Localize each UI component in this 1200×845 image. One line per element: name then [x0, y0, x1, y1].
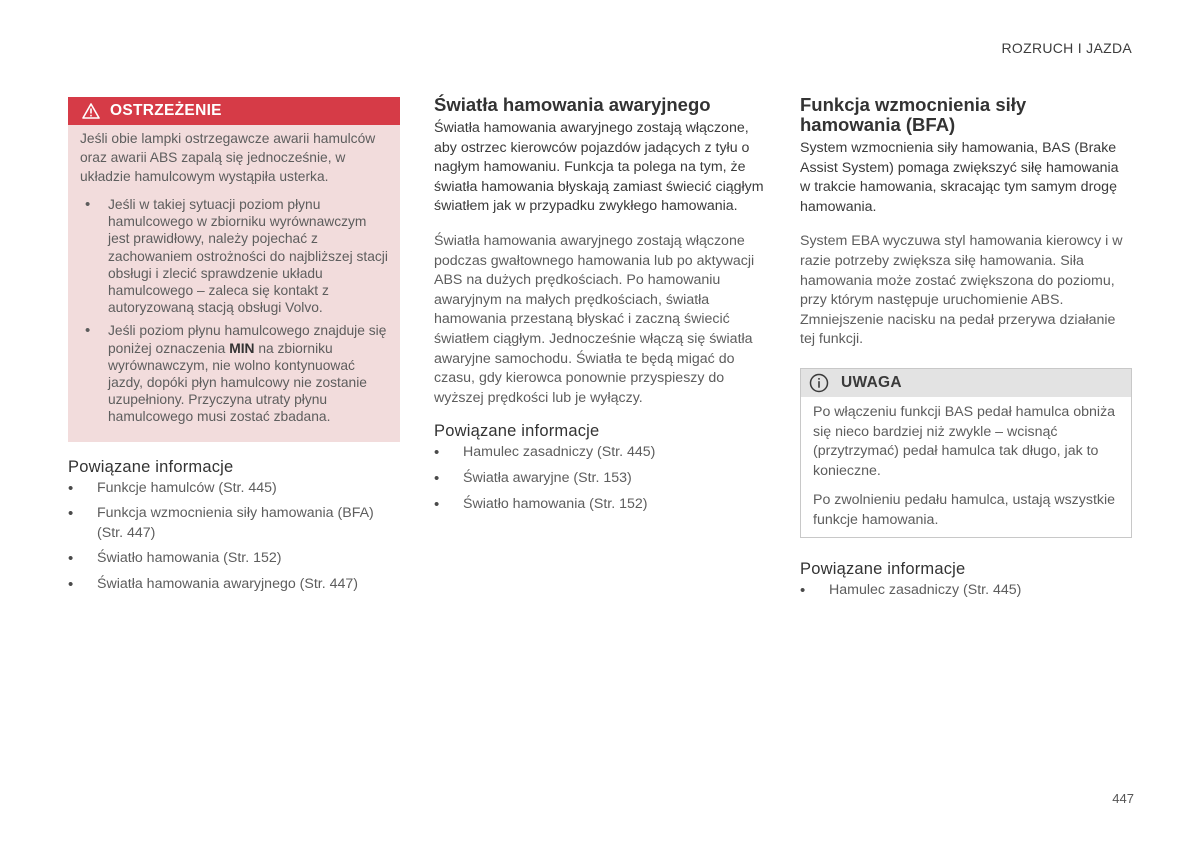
column-middle	[434, 95, 766, 520]
note-title: UWAGA	[841, 373, 902, 391]
related-info-list	[68, 479, 400, 595]
min-mark-label: MIN	[229, 340, 255, 356]
related-info-heading: Powiązane informacje	[68, 457, 234, 476]
warning-bullet: • Jeśli w takiej sytuacji poziom płynu hamulcowego w zbiorniku wyrównawczym jest prawidłowy, należy pojechać z zachowaniem ostrożności do najbliższej stacji obsługi i zlecić sprawdzenie układu hamulcowego – zaleca się kontakt z autoryzowaną stacją obsługi Volvo.	[80, 196, 388, 316]
related-info-list	[434, 443, 766, 514]
column-left	[68, 95, 400, 601]
related-info-link[interactable]: • Światła awaryjne (Str. 153)	[434, 469, 766, 489]
related-info-section	[800, 560, 1132, 601]
related-info-link[interactable]: • Funkcja wzmocnienia siły hamowania (BFA) (Str. 447)	[68, 504, 400, 543]
paragraph: Światła hamowania awaryjnego zostają włączone podczas gwałtownego hamowania lub po aktywacji ABS na dużych prędkościach. Po hamowaniu awaryjnym na małych prędkościach, światła hamowania przestaną błyskać i zaczną świecić światłem ciągłym. Jednocześnie włączą się światła awaryjne samochodu. Światła te będą migać do czasu, gdy kierowca ponownie przyspieszy do wyższej prędkości lub je wyłączy.	[434, 232, 755, 406]
section-heading: Światła hamowania awaryjnego	[434, 94, 711, 115]
warning-list	[80, 196, 388, 426]
warning-header	[68, 97, 400, 125]
paragraph: Światła hamowania awaryjnego zostają włączone, aby ostrzec kierowców pojazdów jadących z tyłu o nagłym hamowaniu. Funkcja ta polega na tym, że światła hamowania błyskają zamiast świecić ciągłym światłem jak w przypadku zwykłego hamowania.	[434, 120, 764, 215]
warning-box	[68, 97, 400, 442]
related-info-list	[800, 581, 1132, 601]
related-info-section	[434, 422, 766, 514]
note-body	[801, 397, 1131, 537]
paragraph: System wzmocnienia siły hamowania, BAS (Brake Assist System) pomaga zwiększyć siłę hamowania w trakcie hamowania, skracając tym samym drogę hamowania.	[800, 140, 1119, 215]
paragraph: System EBA wyczuwa styl hamowania kierowcy i w razie potrzeby zwiększa siłę hamowania. Siła hamowania może zostać zwiększona do poziomu, przy którym następuje uruchomienie ABS. Zmniejszenie nacisku na pedał przerywa działanie tej funkcji.	[800, 233, 1123, 348]
warning-bullet-text: na zbiorniku wyrównawczym, nie wolno kontynuować jazdy, dopóki płyn hamulcowy nie zostanie uzupełniony. Przyczyna utraty płynu hamulcowego musi zostać zbadana.	[108, 340, 367, 425]
related-info-link[interactable]: • Hamulec zasadniczy (Str. 445)	[800, 581, 1132, 601]
page-header-title: ROZRUCH I JAZDA	[1001, 40, 1132, 56]
related-info-link[interactable]: • Hamulec zasadniczy (Str. 445)	[434, 443, 766, 463]
info-circle-icon	[809, 373, 829, 393]
warning-title: OSTRZEŻENIE	[110, 102, 222, 119]
note-paragraph: Po zwolnieniu pedału hamulca, ustają wszystkie funkcje hamowania.	[813, 492, 1116, 528]
related-info-section	[68, 458, 400, 595]
column-right	[800, 95, 1132, 606]
section-heading: Funkcja wzmocnienia siły hamowania (BFA)	[800, 94, 1027, 135]
related-info-link[interactable]: • Światła hamowania awaryjnego (Str. 447)	[68, 575, 400, 595]
warning-triangle-icon	[82, 103, 100, 119]
related-info-link[interactable]: • Światło hamowania (Str. 152)	[434, 495, 766, 515]
related-info-heading: Powiązane informacje	[800, 559, 966, 578]
related-info-heading: Powiązane informacje	[434, 422, 600, 441]
note-box	[800, 368, 1132, 538]
page-number: 447	[1112, 791, 1134, 806]
warning-bullet	[80, 322, 388, 425]
related-info-link[interactable]: • Funkcje hamulców (Str. 445)	[68, 479, 400, 499]
note-header	[801, 369, 1131, 397]
warning-body	[68, 125, 400, 442]
related-info-link[interactable]: • Światło hamowania (Str. 152)	[68, 549, 400, 569]
note-paragraph: Po włączeniu funkcji BAS pedał hamulca obniża się nieco bardziej niż zwykle – wcisnąć (przytrzymać) pedał hamulca tak długo, jak to konieczne.	[813, 403, 1116, 479]
warning-intro: Jeśli obie lampki ostrzegawcze awarii hamulców oraz awarii ABS zapalą się jednocześnie, w układzie hamulcowym wystąpiła usterka.	[80, 131, 376, 184]
warning-bullet-text: Jeśli poziom płynu hamulcowego znajduje się poniżej oznaczenia	[108, 323, 387, 356]
